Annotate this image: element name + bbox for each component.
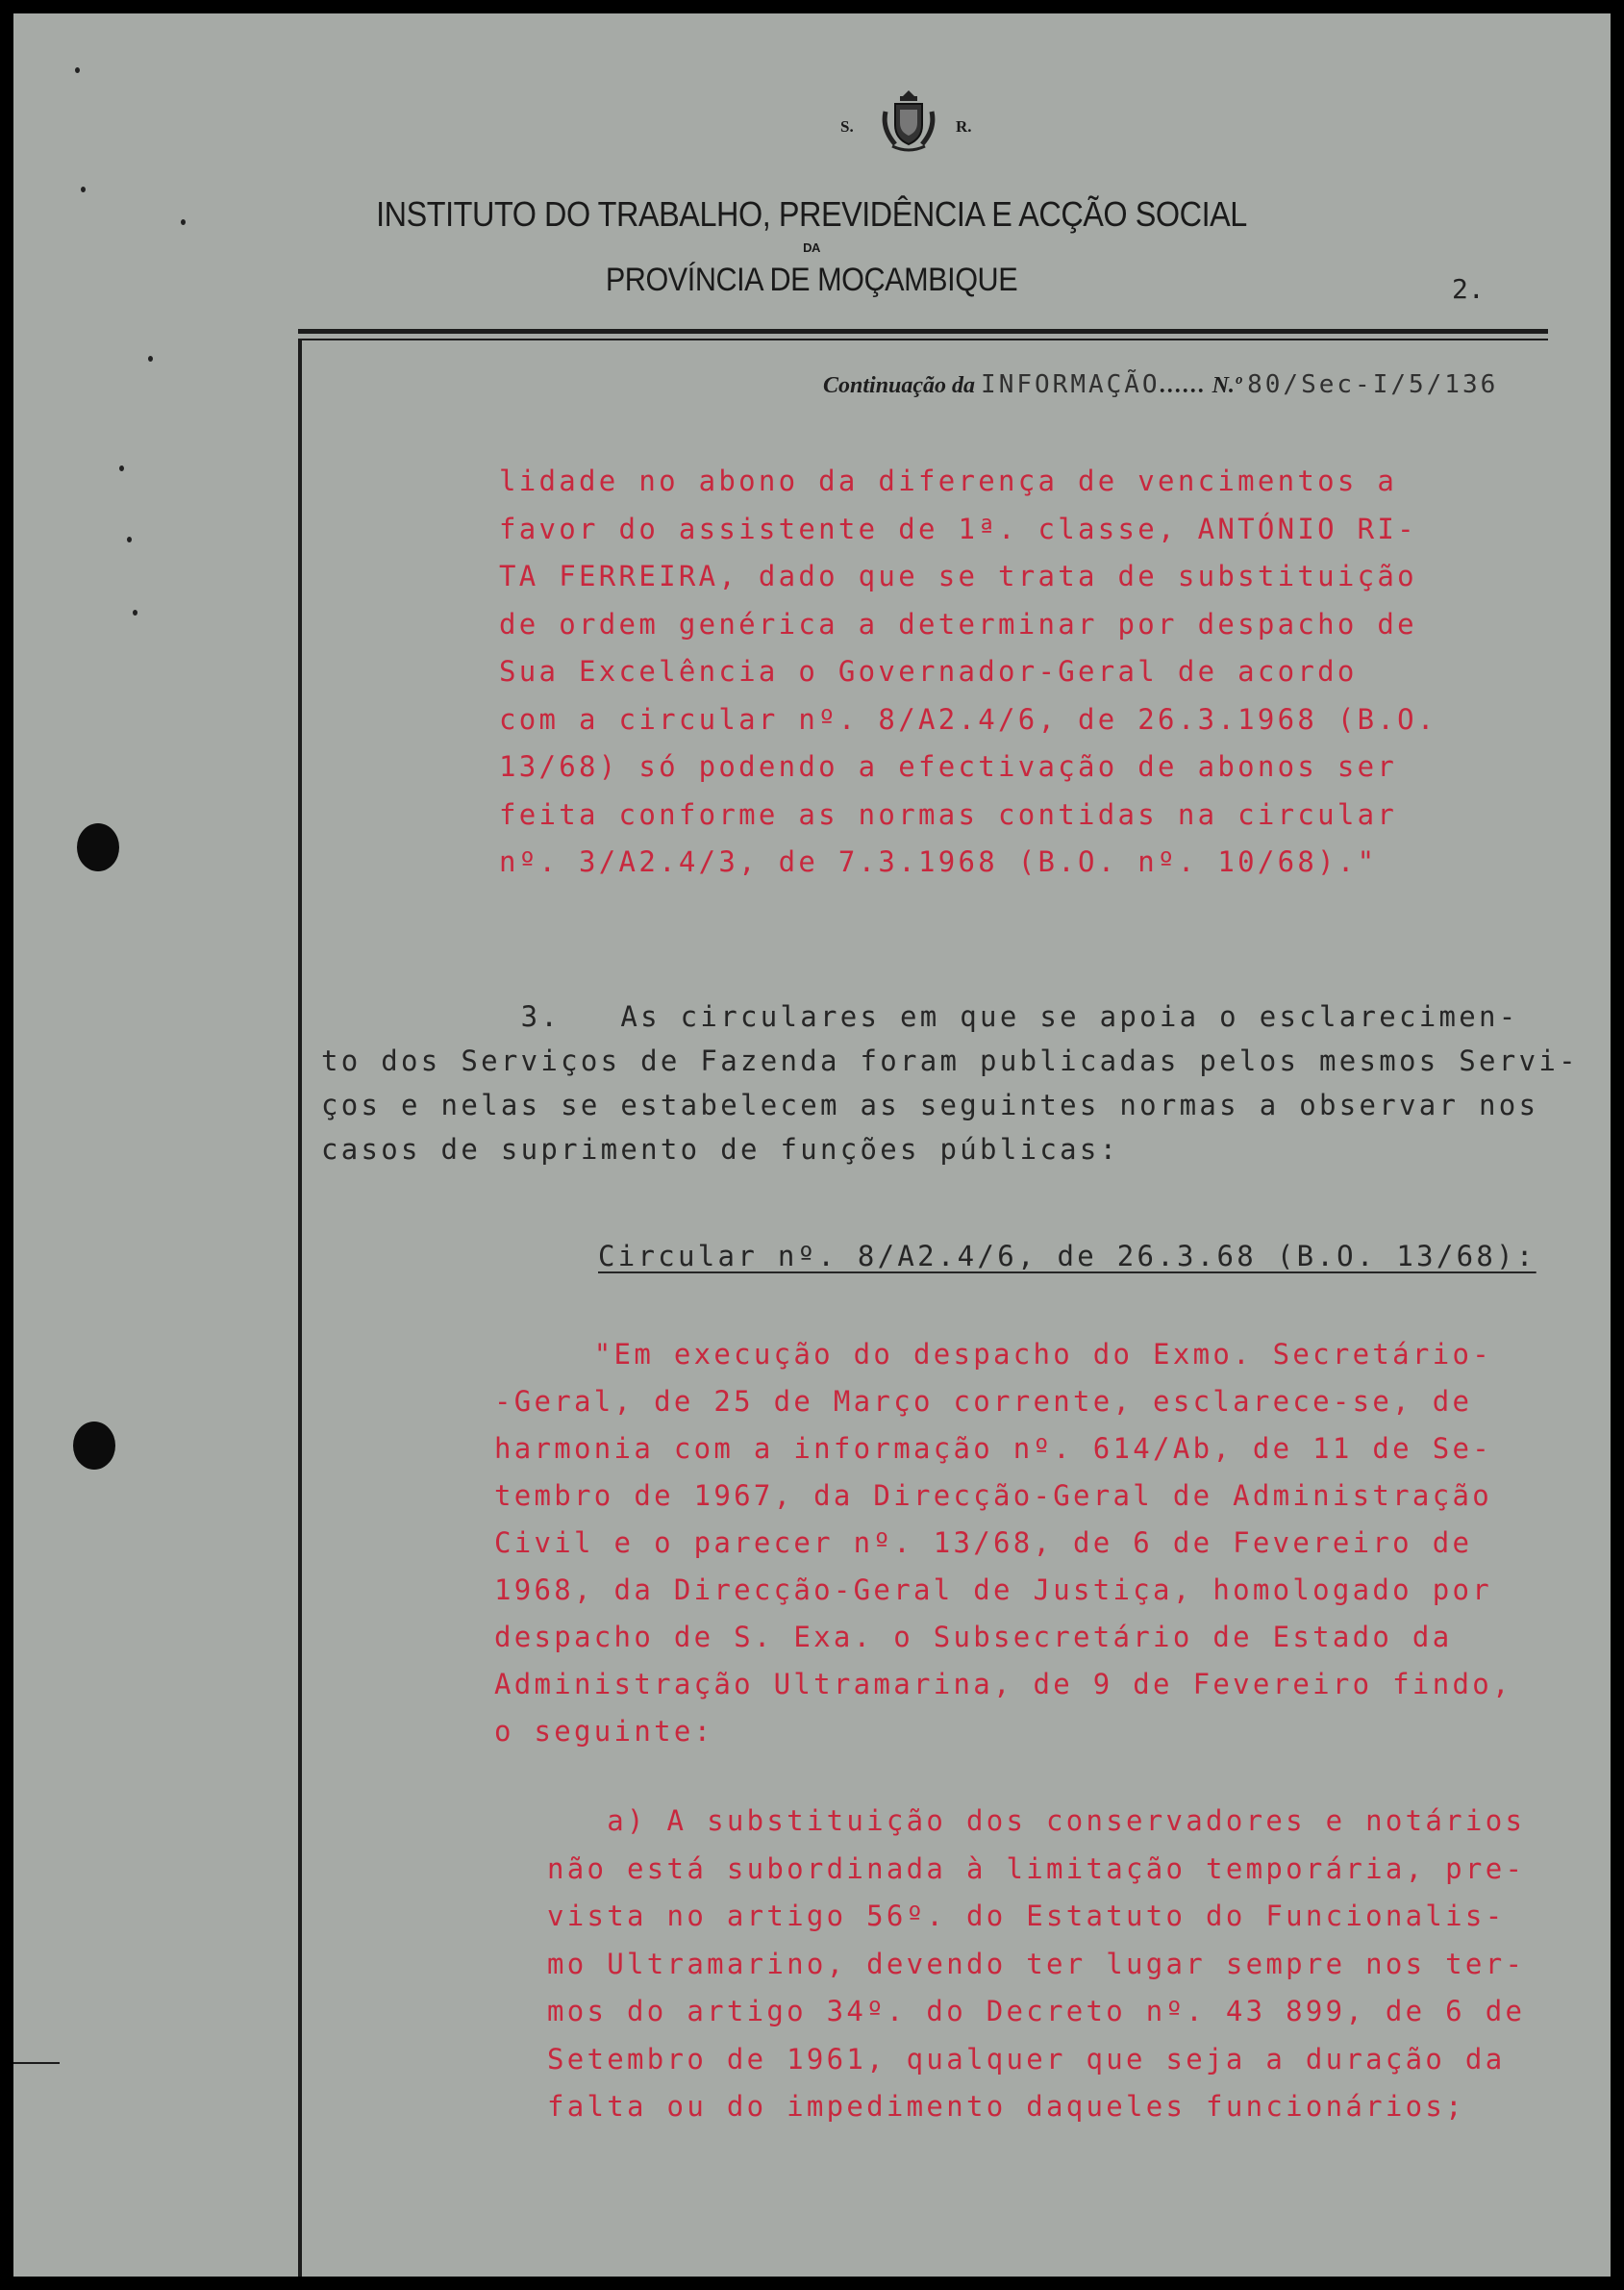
fold-mark: [13, 2062, 60, 2064]
paragraph-point-3: 3. As circulares em que se apoia o esclarecimen- to dos Serviços de Fazenda foram publicadas pelos mesmos Servi- ços e nelas se estabelecem as seguintes normas a observar nos casos de suprimento de funções públicas:: [321, 1000, 1579, 1166]
left-margin-line: [298, 339, 302, 2277]
item-a: a) A substituição dos conservadores e notários não está subordinada à limitação temporária, pre- vista no artigo 56º. do Estatuto do Funcionalis- mo Ultramarino, devendo ter lugar sempre nos ter- mos do artigo 34º. do Decreto nº. 43 899, de 6 de Setembro de 1961, qualquer que seja a duração da falta ou do impedimento daqueles funcionários;: [547, 1804, 1526, 2123]
punch-hole-bottom: [73, 1422, 115, 1470]
speck: [119, 466, 124, 471]
institute-title: INSTITUTO DO TRABALHO, PREVIDÊNCIA E ACÇÃO SOCIAL: [376, 194, 1247, 234]
continuation-prefix: Continuação da: [823, 373, 976, 398]
punch-hole-top: [77, 823, 119, 871]
da-label: DA: [803, 240, 820, 255]
s-label: S.: [840, 117, 854, 136]
document-page: [13, 13, 1611, 2277]
header-rule: [298, 329, 1548, 334]
document-type-dots: ......: [1160, 373, 1207, 398]
speck: [75, 67, 80, 73]
speck: [181, 219, 186, 225]
header-rule-thin: [298, 339, 1548, 340]
page-number: 2.: [1452, 273, 1485, 305]
speck: [133, 610, 137, 616]
coat-of-arms-seal-icon: [881, 88, 937, 152]
document-number: 80/Sec-I/5/136: [1247, 370, 1499, 399]
circular-heading: Circular nº. 8/A2.4/6, de 26.3.68 (B.O. 13/68):: [598, 1240, 1537, 1272]
quoted-paragraph-end: lidade no abono da diferença de vencimentos a favor do assistente de 1ª. classe, ANTÓNIO RI- TA FERREIRA, dado que se trata de substituição de ordem genérica a determinar por despacho de Sua Excelência o Governador-Geral de acordo com a circular nº. 8/A2.4/6, de 26.3.1968 (B.O. 13/68) só podendo a efectivação de abonos ser feita conforme as normas contidas na circular nº. 3/A2.4/3, de 7.3.1968 (B.O. nº. 10/68).": [499, 465, 1437, 878]
province-name: PROVÍNCIA DE MOÇAMBIQUE: [605, 262, 1018, 298]
speck: [81, 187, 86, 192]
circular-quote: "Em execução do despacho do Exmo. Secretário- -Geral, de 25 de Março corrente, esclarece-se, de harmonia com a informação nº. 614/Ab, de 11 de Se- tembro de 1967, da Direcção-Geral de Administração Civil e o parecer nº. 13/68, de 6 de Fevereiro de 1968, da Direcção-Geral de Justiça, homologado por despacho de S. Exa. o Subsecretário de Estado da Administração Ultramarina, de 9 de Fevereiro findo, o seguinte:: [494, 1338, 1512, 1748]
r-label: R.: [956, 117, 972, 136]
number-label: N.º: [1212, 373, 1242, 398]
speck: [148, 356, 153, 362]
speck: [127, 537, 132, 542]
document-type: INFORMAÇÃO: [981, 370, 1161, 399]
continuation-line: [823, 370, 1498, 399]
